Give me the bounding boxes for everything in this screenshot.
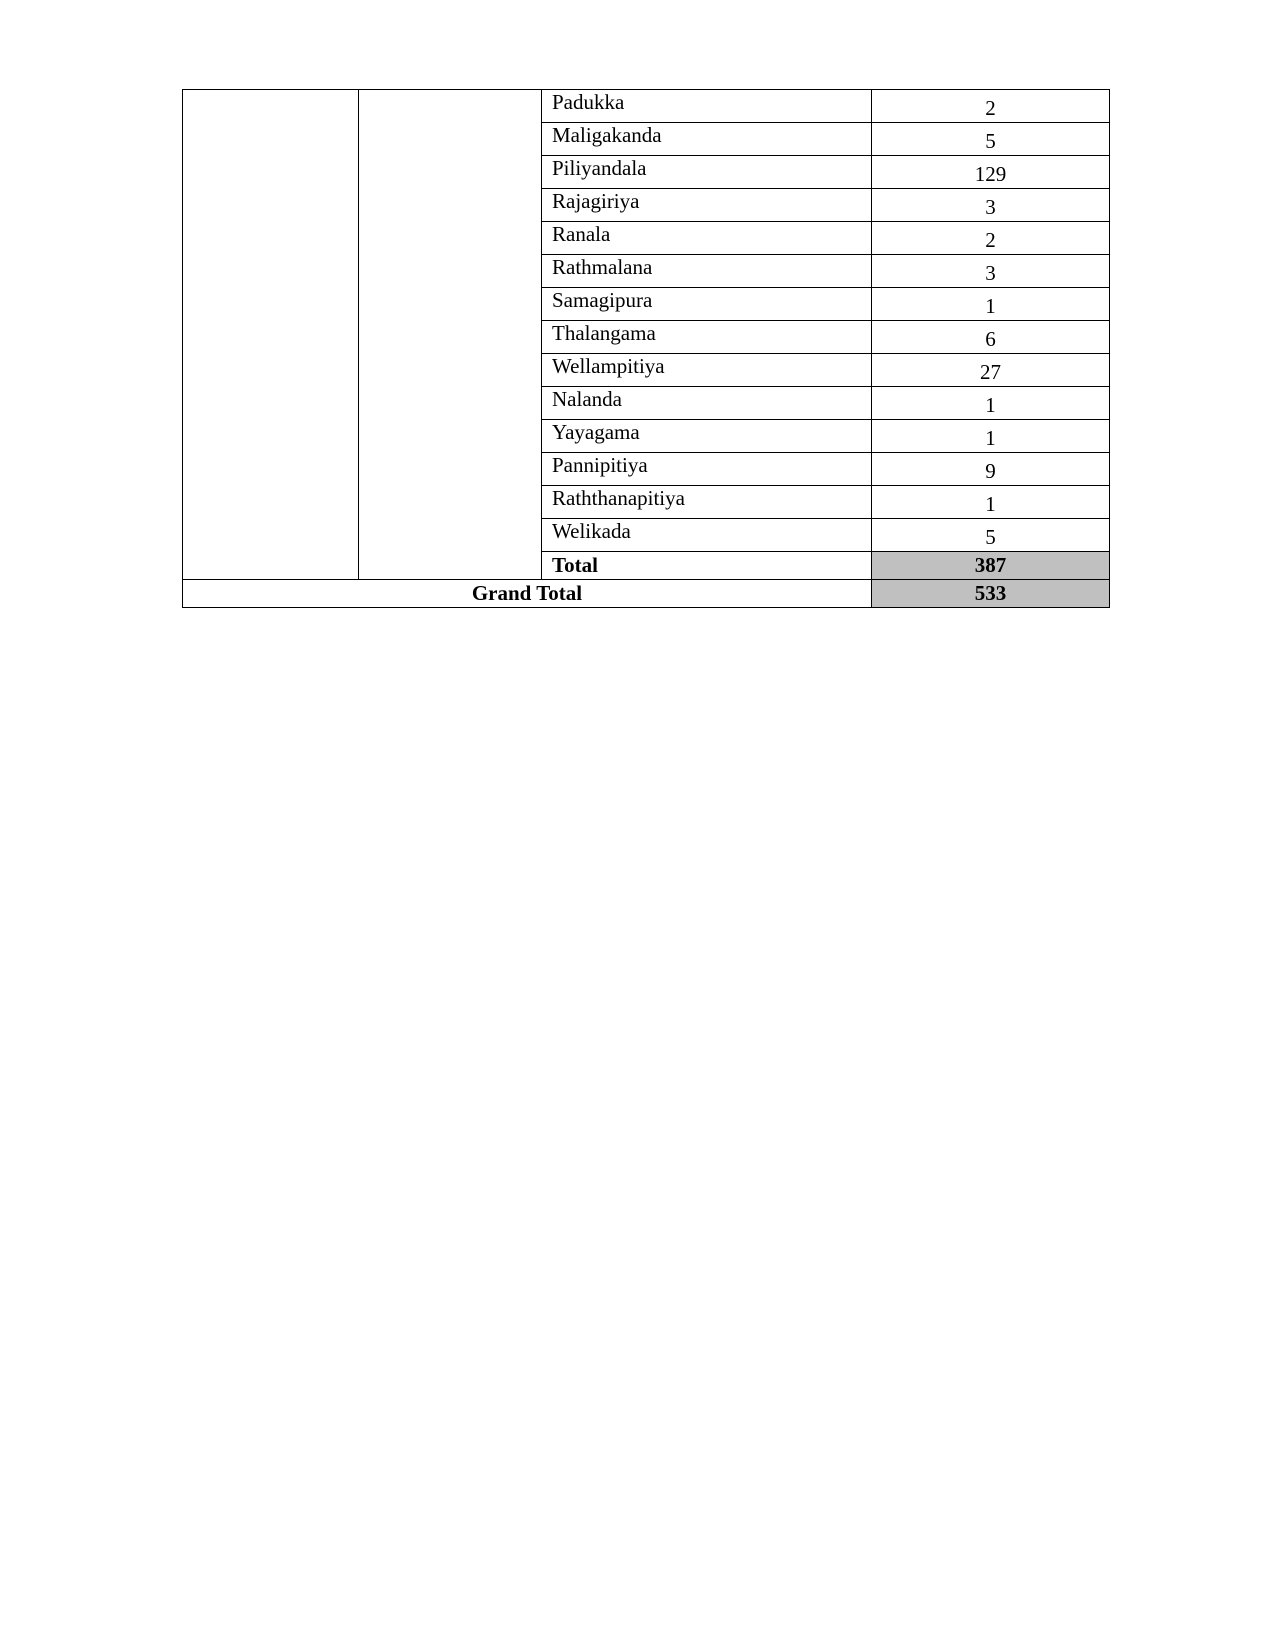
count-cell: 1: [872, 420, 1110, 453]
grand-total-value: 533: [872, 580, 1110, 608]
area-name-cell: Rathmalana: [542, 255, 872, 288]
area-name-cell: Thalangama: [542, 321, 872, 354]
count-cell: 6: [872, 321, 1110, 354]
area-name-cell: Padukka: [542, 90, 872, 123]
count-cell: 5: [872, 519, 1110, 552]
total-value: 387: [872, 552, 1110, 580]
area-name-cell: Samagipura: [542, 288, 872, 321]
count-cell: 2: [872, 90, 1110, 123]
area-name-cell: Rajagiriya: [542, 189, 872, 222]
merged-cell-column-2: [359, 90, 542, 580]
area-name-cell: Maligakanda: [542, 123, 872, 156]
count-cell: 1: [872, 288, 1110, 321]
count-cell: 3: [872, 255, 1110, 288]
count-cell: 3: [872, 189, 1110, 222]
count-cell: 5: [872, 123, 1110, 156]
merged-cell-column-1: [183, 90, 359, 580]
area-name-cell: Yayagama: [542, 420, 872, 453]
table-row: [183, 90, 1110, 123]
count-cell: 129: [872, 156, 1110, 189]
total-label: Total: [542, 552, 872, 580]
area-name-cell: Welikada: [542, 519, 872, 552]
grand-total-label: Grand Total: [183, 580, 872, 608]
area-name-cell: Ranala: [542, 222, 872, 255]
data-table: [182, 89, 1110, 608]
count-cell: 1: [872, 387, 1110, 420]
count-cell: 9: [872, 453, 1110, 486]
count-cell: 27: [872, 354, 1110, 387]
grand-total-row: [183, 580, 1110, 608]
table-body: [183, 90, 1110, 608]
area-name-cell: Wellampitiya: [542, 354, 872, 387]
count-cell: 1: [872, 486, 1110, 519]
count-cell: 2: [872, 222, 1110, 255]
area-name-cell: Nalanda: [542, 387, 872, 420]
area-name-cell: Pannipitiya: [542, 453, 872, 486]
area-name-cell: Piliyandala: [542, 156, 872, 189]
area-name-cell: Raththanapitiya: [542, 486, 872, 519]
